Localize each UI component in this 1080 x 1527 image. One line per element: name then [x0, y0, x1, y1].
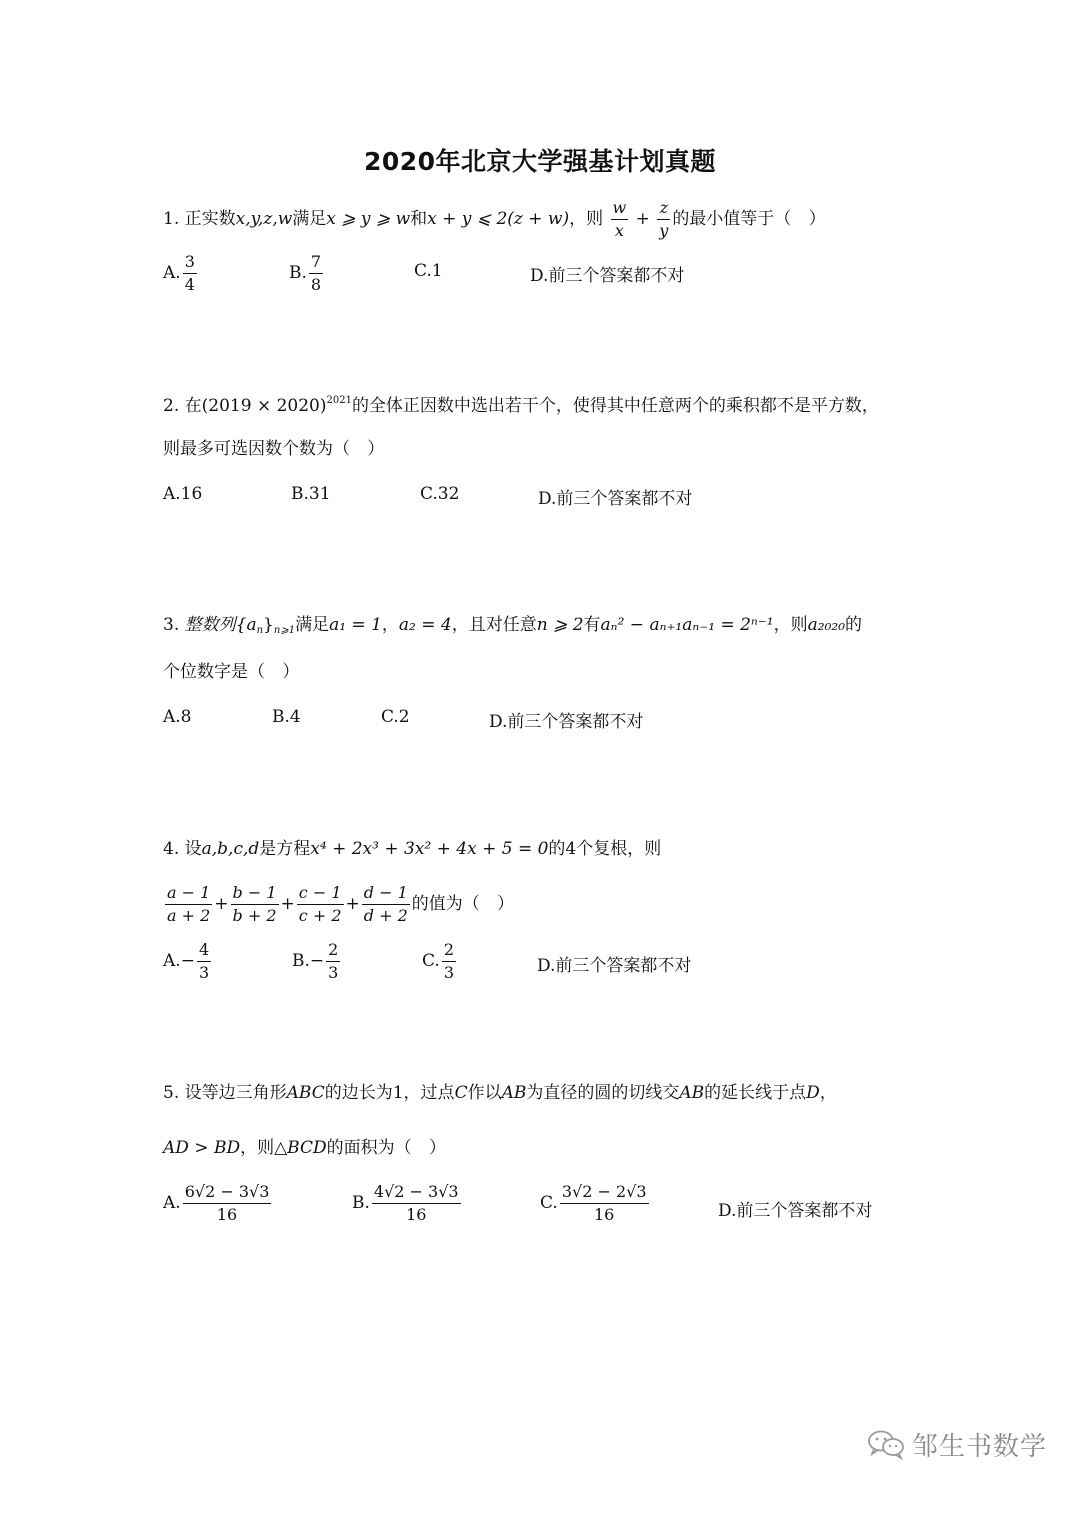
q2-option-c: C.32: [420, 484, 460, 504]
option-label: A.: [163, 1193, 181, 1213]
option-fraction: [309, 252, 323, 295]
plus-sign: +: [345, 894, 360, 914]
q2-text: 的全体正因数中选出若干个，使得其中任意两个的乘积都不是平方数，: [351, 396, 879, 416]
q5-triangle: ABC: [286, 1083, 325, 1103]
denominator: 4: [184, 275, 195, 294]
plus-sign: +: [280, 894, 295, 914]
q4-fraction: [297, 883, 344, 926]
watermark: [866, 1422, 1056, 1466]
option-fraction: [183, 1182, 272, 1225]
option-fraction: [372, 1182, 461, 1225]
denominator: x: [614, 221, 624, 240]
q1-condition: x ⩾ y ⩾ w: [326, 209, 411, 229]
q1-text: 的最小值等于（: [672, 209, 792, 229]
q4-text: ）: [497, 894, 515, 914]
watermark-text: 邹生书数学: [912, 1431, 1048, 1462]
q2-text: 在(2019 × 2020): [184, 396, 327, 416]
q3-condition: n ⩾ 2: [536, 615, 584, 635]
q3-initial-a2: a₂ = 4: [398, 615, 452, 635]
numerator: a − 1: [165, 883, 212, 905]
question-1: [163, 198, 826, 241]
denominator: 3: [198, 963, 210, 982]
exponent: 2021: [326, 395, 352, 406]
q5-text: 的面积为（: [326, 1138, 412, 1158]
q4-option-b: [292, 940, 342, 983]
q1-condition: x + y ⩽ 2(z + w): [427, 209, 570, 229]
q4-option-c: [422, 940, 458, 983]
q3-text: ，: [381, 615, 399, 635]
plus-sign: +: [635, 209, 650, 229]
q4-option-d: D.前三个答案都不对: [537, 956, 692, 976]
question-3-line-2: [163, 660, 299, 684]
q3-option-a: A.8: [163, 707, 192, 727]
question-4-line-2: [163, 882, 514, 926]
q5-option-a: [163, 1182, 273, 1225]
numerator: 3: [183, 252, 197, 274]
q3-text: 满足: [295, 615, 330, 635]
question-2-line-2: [163, 437, 384, 461]
page-title: 2020年北京大学强基计划真题: [363, 147, 717, 176]
q1-text: ，则: [569, 209, 604, 229]
q3-text: ）: [282, 662, 300, 682]
q1-option-b: [289, 252, 325, 295]
question-number: 2.: [163, 396, 180, 416]
q3-sequence: 整数列{a: [184, 615, 257, 635]
numerator: 2: [326, 940, 340, 962]
q3-option-b: B.4: [272, 707, 301, 727]
numerator: w: [611, 198, 629, 220]
numerator: d − 1: [362, 883, 410, 905]
option-label: C.: [422, 951, 440, 971]
option-fraction: [442, 940, 456, 983]
question-3: [163, 613, 862, 643]
numerator: b − 1: [231, 883, 279, 905]
question-number: 4.: [163, 839, 180, 859]
q5-text: 为直径的圆的切线交: [526, 1083, 680, 1103]
q4-fraction: [362, 883, 410, 926]
q4-fraction: [231, 883, 279, 926]
q5-text: ）: [429, 1138, 447, 1158]
q4-fraction: [165, 883, 212, 926]
q3-text: 有: [583, 615, 601, 635]
q1-text: 和: [410, 209, 428, 229]
numerator: 7: [309, 252, 323, 274]
denominator: a + 2: [167, 906, 211, 925]
q3-option-c: C.2: [381, 707, 410, 727]
denominator: 16: [216, 1205, 238, 1224]
numerator: 3√2 − 2√3: [560, 1182, 649, 1204]
q3-option-d: D.前三个答案都不对: [489, 712, 644, 732]
q5-text: ，则△: [240, 1138, 288, 1158]
q3-initial-a1: a₁ = 1: [329, 615, 382, 635]
question-5-line-2: [163, 1136, 446, 1160]
subscript: n⩾1: [273, 625, 296, 636]
q4-text: 的值为（: [411, 894, 480, 914]
numerator: 2: [442, 940, 456, 962]
q3-target-term: a₂₀₂₀: [807, 615, 846, 635]
option-label: B.: [289, 263, 307, 283]
q5-point: C: [454, 1083, 468, 1103]
denominator: 3: [443, 963, 454, 982]
minus-sign: −: [180, 951, 195, 971]
denominator: b + 2: [232, 906, 277, 925]
denominator: 8: [310, 275, 322, 294]
q2-option-b: B.31: [291, 484, 331, 504]
q4-equation: x⁴ + 2x³ + 3x² + 4x + 5 = 0: [310, 839, 549, 859]
q5-option-c: [540, 1182, 651, 1225]
q4-vars: a,b,c,d: [201, 839, 260, 859]
q2-option-d: D.前三个答案都不对: [538, 489, 693, 509]
option-label: B.: [352, 1193, 370, 1213]
question-number: 5.: [163, 1083, 180, 1103]
question-2: [163, 389, 879, 418]
q5-text: 作以: [467, 1083, 502, 1103]
q3-text: 个位数字是（: [163, 662, 265, 682]
numerator: 4√2 − 3√3: [372, 1182, 461, 1204]
denominator: c + 2: [298, 906, 342, 925]
q2-text: 则最多可选因数个数为（: [163, 439, 350, 459]
q5-text: 设等边三角形: [184, 1083, 287, 1103]
q1-text: 满足: [292, 209, 327, 229]
question-number: 1.: [163, 209, 180, 229]
option-fraction: [326, 940, 340, 983]
q5-segment: AB: [501, 1083, 527, 1103]
q4-text: 是方程: [259, 839, 311, 859]
denominator: 3: [328, 963, 339, 982]
q1-fraction: [657, 198, 670, 241]
q5-text: 的边长为1，过点: [324, 1083, 455, 1103]
option-fraction: [197, 940, 211, 983]
denominator: y: [659, 221, 669, 240]
q2-text: ）: [367, 439, 385, 459]
q5-triangle: BCD: [287, 1138, 327, 1158]
q1-option-a: [163, 252, 199, 295]
numerator: c − 1: [297, 883, 344, 905]
minus-sign: −: [309, 951, 325, 971]
q3-recurrence: aₙ² − aₙ₊₁aₙ₋₁ = 2ⁿ⁻¹: [600, 615, 774, 635]
q5-segment: AB: [679, 1083, 705, 1103]
question-5: [163, 1081, 837, 1105]
q2-option-a: A.16: [163, 484, 203, 504]
q1-text: 正实数: [184, 209, 236, 229]
q3-sequence: }: [263, 615, 274, 635]
q5-option-d: D.前三个答案都不对: [718, 1201, 873, 1221]
numerator: z: [657, 198, 670, 220]
q5-condition: AD > BD: [163, 1138, 241, 1158]
q1-vars: x,y,z,w: [235, 209, 293, 229]
option-label: A.: [163, 263, 181, 283]
denominator: 16: [406, 1205, 427, 1224]
q5-text: 的延长线于点: [704, 1083, 807, 1103]
denominator: d + 2: [363, 906, 408, 925]
q4-text: 设: [184, 839, 202, 859]
q3-text: 的: [845, 615, 863, 635]
option-label: B.: [292, 951, 310, 971]
q1-text: ）: [808, 209, 826, 229]
q1-option-d: D.前三个答案都不对: [530, 266, 685, 286]
option-label: A.: [163, 951, 181, 971]
q1-option-c: C.1: [414, 261, 443, 281]
denominator: 16: [593, 1205, 615, 1224]
q5-point: D: [806, 1083, 820, 1103]
q5-text: ，: [819, 1083, 837, 1103]
numerator: 6√2 − 3√3: [183, 1182, 272, 1204]
subscript: n: [256, 625, 264, 636]
q4-text: 的4个复根，则: [548, 839, 662, 859]
q3-text: ，则: [773, 615, 808, 635]
option-label: C.: [540, 1193, 558, 1213]
question-number: 3.: [163, 615, 180, 635]
q5-option-b: [352, 1182, 463, 1225]
question-4: [163, 837, 661, 861]
plus-sign: +: [214, 894, 229, 914]
option-fraction: [183, 252, 197, 295]
q1-fraction: [611, 198, 629, 241]
numerator: 4: [197, 940, 211, 962]
wechat-icon: [866, 1428, 906, 1460]
option-fraction: [560, 1182, 649, 1225]
q4-option-a: [163, 940, 213, 983]
q3-text: ，且对任意: [451, 615, 537, 635]
